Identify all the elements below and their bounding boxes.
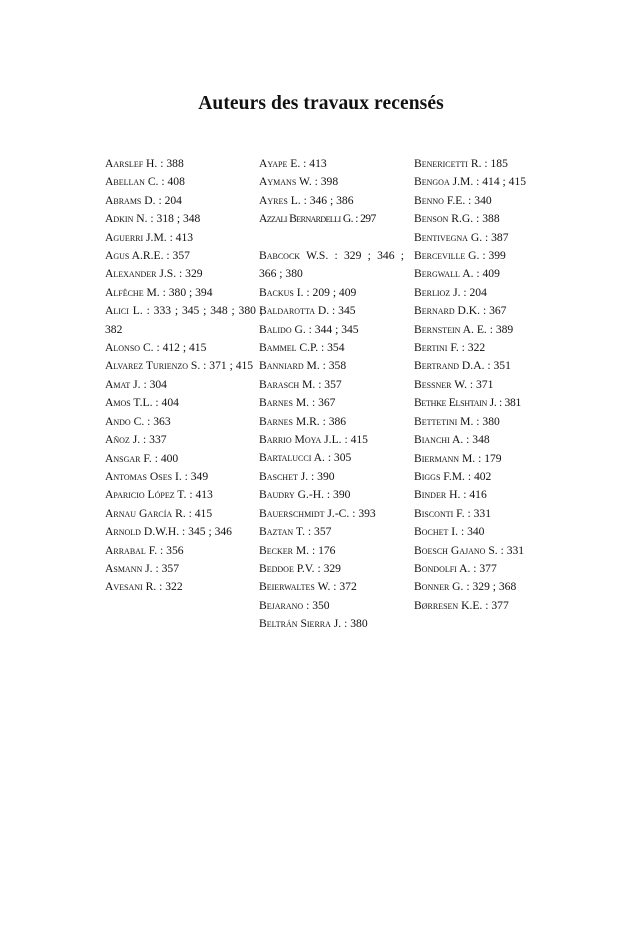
author-entry: Bondolfi A. : 377	[414, 561, 497, 575]
author-entry: Abrams D. : 204	[105, 193, 182, 207]
author-entry: Bernstein A. E. : 389	[414, 322, 514, 336]
author-entry: Añoz J. : 337	[105, 433, 167, 447]
author-entry: Asmann J. : 357	[105, 561, 179, 575]
author-entry: Baschet J. : 390	[259, 469, 335, 483]
author-entry: Benson R.G. : 388	[414, 212, 500, 226]
author-entry: Baudry G.-H. : 390	[259, 488, 351, 502]
author-entry: Antomas Oses I. : 349	[105, 469, 209, 483]
author-entry: Alici L. : 333 ; 345 ; 348 ; 380 ; 382	[105, 304, 263, 336]
author-entry: Berlioz J. : 204	[414, 285, 487, 299]
author-entry: Bisconti F. : 331	[414, 506, 492, 520]
author-column-1	[105, 155, 263, 597]
author-entry: Beddoe P.V. : 329	[259, 561, 341, 575]
author-entry: Alfêche M. : 380 ; 394	[105, 285, 213, 299]
author-entry: Babcock W.S. : 329 ; 346 ; 366 ; 380	[259, 249, 404, 281]
author-entry: Bengoa J.M. : 414 ; 415	[414, 175, 527, 189]
author-entry: Bauerschmidt J.-C. : 393	[259, 506, 376, 520]
author-entry: Berceville G. : 399	[414, 249, 506, 263]
author-entry: Amat J. : 304	[105, 377, 167, 391]
author-entry: Aguerri J.M. : 413	[105, 230, 194, 244]
author-entry: Barasch M. : 357	[259, 377, 342, 391]
author-entry: Alvarez Turienzo S. : 371 ; 415	[105, 359, 254, 373]
author-entry: Amos T.L. : 404	[105, 396, 179, 410]
author-entry: Alexander J.S. : 329	[105, 267, 203, 281]
author-entry: Beltrán Sierra J. : 380	[259, 617, 368, 631]
author-entry: Arnau García R. : 415	[105, 506, 213, 520]
author-entry: Bessner W. : 371	[414, 377, 494, 391]
author-entry: Biggs F.M. : 402	[414, 469, 492, 483]
author-entry: Becker M. : 176	[259, 543, 336, 557]
author-entry: Balido G. : 344 ; 345	[259, 322, 359, 336]
author-entry: Bejarano : 350	[259, 598, 330, 612]
author-entry: Ayres L. : 346 ; 386	[259, 193, 354, 207]
author-entry: Barnes M. : 367	[259, 396, 336, 410]
author-entry: Benno F.E. : 340	[414, 193, 492, 207]
author-entry: Aarslef H. : 388	[105, 157, 184, 170]
author-entry: Beierwaltes W. : 372	[259, 580, 357, 594]
author-entry: Bethke Elshtain J. : 381	[414, 396, 522, 410]
author-entry: Abellan C. : 408	[105, 175, 185, 189]
author-entry: Bammel C.P. : 354	[259, 341, 345, 355]
author-entry: Agus A.R.E. : 357	[105, 249, 190, 263]
author-entry: Banniard M. : 358	[259, 359, 347, 373]
section-gap	[259, 229, 404, 247]
author-entry: Binder H. : 416	[414, 488, 487, 502]
author-entry: Aparicio López T. : 413	[105, 488, 213, 502]
author-entry: Bernard D.K. : 367	[414, 304, 507, 318]
author-entry: Bonner G. : 329 ; 368	[414, 580, 517, 594]
author-entry: Ayape E. : 413	[259, 157, 327, 170]
author-entry: Barrio Moya J.L. : 415	[259, 433, 368, 447]
author-entry: Aymans W. : 398	[259, 175, 339, 189]
author-entry: Arrabal F. : 356	[105, 543, 184, 557]
author-entry: Benericetti R. : 185	[414, 157, 508, 170]
author-column-3	[414, 155, 589, 615]
author-entry: Bochet I. : 340	[414, 525, 485, 539]
author-entry: Baztan T. : 357	[259, 525, 332, 539]
author-entry: Bertrand D.A. : 351	[414, 359, 511, 373]
author-entry: Bertini F. : 322	[414, 341, 486, 355]
page-title: Auteurs des travaux recensés	[198, 93, 444, 115]
author-entry: Bianchi A. : 348	[414, 433, 490, 447]
author-column-2	[259, 155, 404, 634]
author-entry: Bettetini M. : 380	[414, 414, 500, 428]
author-entry: Ansgar F. : 400	[105, 451, 179, 465]
author-entry: Børresen K.E. : 377	[414, 598, 509, 612]
author-entry: Biermann M. : 179	[414, 451, 502, 465]
author-entry: Azzali Bernardelli G. : 297	[259, 212, 376, 226]
author-entry: Bergwall A. : 409	[414, 267, 500, 281]
author-entry: Alonso C. : 412 ; 415	[105, 341, 207, 355]
author-entry: Bentivegna G. : 387	[414, 230, 509, 244]
author-entry: Ando C. : 363	[105, 414, 171, 428]
author-entry: Adkin N. : 318 ; 348	[105, 212, 201, 226]
author-entry: Baldarotta D. : 345	[259, 304, 356, 318]
author-entry: Backus I. : 209 ; 409	[259, 285, 357, 299]
author-entry: Bartalucci A. : 305	[259, 451, 352, 465]
author-entry: Avesani R. : 322	[105, 580, 183, 594]
author-entry: Boesch Gajano S. : 331	[414, 543, 525, 557]
author-entry: Barnes M.R. : 386	[259, 414, 347, 428]
author-entry: Arnold D.W.H. : 345 ; 346	[105, 525, 232, 539]
